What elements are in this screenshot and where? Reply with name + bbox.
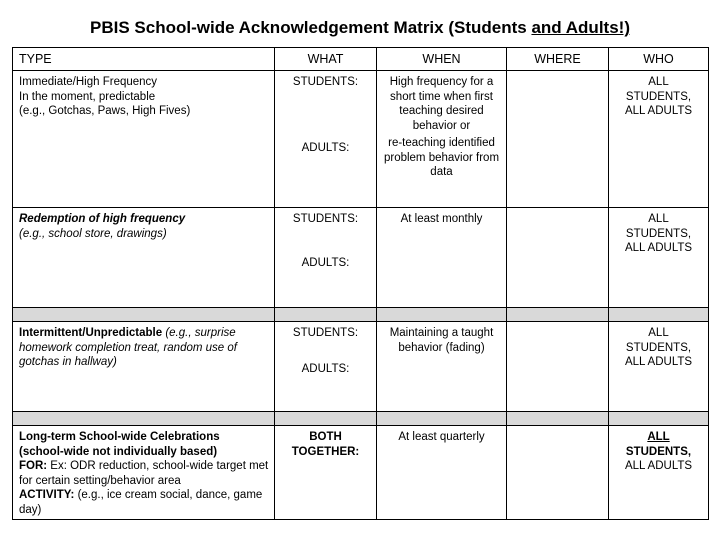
longterm-type-line2: (school-wide not individually based): [19, 445, 218, 458]
when-immediate: [377, 71, 507, 208]
where-longterm: [507, 426, 609, 520]
who-longterm: [609, 426, 709, 520]
intermittent-what-students: STUDENTS:: [292, 327, 359, 339]
longterm-who-all: ALL: [647, 431, 670, 443]
what-intermittent: [275, 322, 377, 412]
header-type: TYPE: [13, 48, 275, 71]
longterm-for-label: FOR:: [19, 460, 48, 472]
redemption-what-students: STUDENTS:: [292, 213, 359, 225]
redemption-type-line1: (e.g., school store, drawings): [19, 227, 167, 240]
type-intermittent: [13, 322, 275, 412]
type-redemption: [13, 208, 275, 308]
where-immediate: [507, 71, 609, 208]
header-when: WHEN: [377, 48, 507, 71]
who-intermittent: ALL STUDENTS, ALL ADULTS: [609, 322, 709, 412]
row-immediate: [13, 71, 709, 208]
immediate-type-title: Immediate/High Frequency: [19, 76, 158, 88]
immediate-when-adults: re-teaching identified problem behavior from data: [383, 137, 500, 178]
when-longterm: At least quarterly: [377, 426, 507, 520]
title-underlined: and Adults!): [531, 18, 630, 37]
immediate-what-students: STUDENTS:: [292, 76, 359, 88]
header-what: WHAT: [275, 48, 377, 71]
longterm-who-adults: ALL ADULTS: [624, 460, 693, 472]
what-longterm: BOTH TOGETHER:: [275, 426, 377, 520]
immediate-type-line2: (e.g., Gotchas, Paws, High Fives): [19, 105, 191, 117]
intermittent-type-title: Intermittent/Unpredictable: [19, 327, 163, 339]
where-intermittent: [507, 322, 609, 412]
redemption-type-title: Redemption of high frequency: [19, 213, 186, 225]
row-intermittent: [13, 322, 709, 412]
row-redemption: [13, 208, 709, 308]
redemption-what-adults: ADULTS:: [301, 256, 350, 269]
immediate-when-students: High frequency for a short time when first teaching desired behavior or: [389, 76, 494, 132]
separator-row: [13, 308, 709, 322]
separator-row: [13, 412, 709, 426]
row-longterm: [13, 426, 709, 520]
what-immediate: [275, 71, 377, 208]
longterm-who-students: STUDENTS,: [625, 445, 692, 458]
longterm-for-text: Ex: ODR reduction, school-wide target met for certain setting/behavior area: [19, 460, 269, 487]
longterm-activity-label: ACTIVITY:: [19, 489, 75, 501]
where-redemption: [507, 208, 609, 308]
longterm-type-line1: Long-term School-wide Celebrations: [19, 431, 220, 443]
who-immediate: ALL STUDENTS, ALL ADULTS: [609, 71, 709, 208]
what-redemption: [275, 208, 377, 308]
who-redemption: ALL STUDENTS, ALL ADULTS: [609, 208, 709, 308]
intermittent-what-adults: ADULTS:: [301, 362, 350, 375]
longterm-activity-text: (e.g., ice cream social, dance, game day): [19, 489, 263, 516]
header-row: [13, 48, 709, 71]
longterm-activity: [19, 488, 270, 517]
when-intermittent: Maintaining a taught behavior (fading): [377, 322, 507, 412]
intermittent-type-rest: (e.g., surprise homework completion treat, random use of gotchas in hallway): [19, 327, 237, 368]
title-prefix: PBIS School-wide Acknowledgement Matrix (Students: [90, 18, 532, 37]
immediate-what-adults: ADULTS:: [301, 141, 350, 154]
acknowledgement-matrix: [12, 47, 709, 520]
header-where: WHERE: [507, 48, 609, 71]
longterm-for: [19, 459, 270, 488]
type-longterm: [13, 426, 275, 520]
type-immediate: [13, 71, 275, 208]
header-who: WHO: [609, 48, 709, 71]
immediate-type-line1: In the moment, predictable: [19, 90, 156, 103]
when-redemption: At least monthly: [377, 208, 507, 308]
page-title: [0, 18, 720, 38]
